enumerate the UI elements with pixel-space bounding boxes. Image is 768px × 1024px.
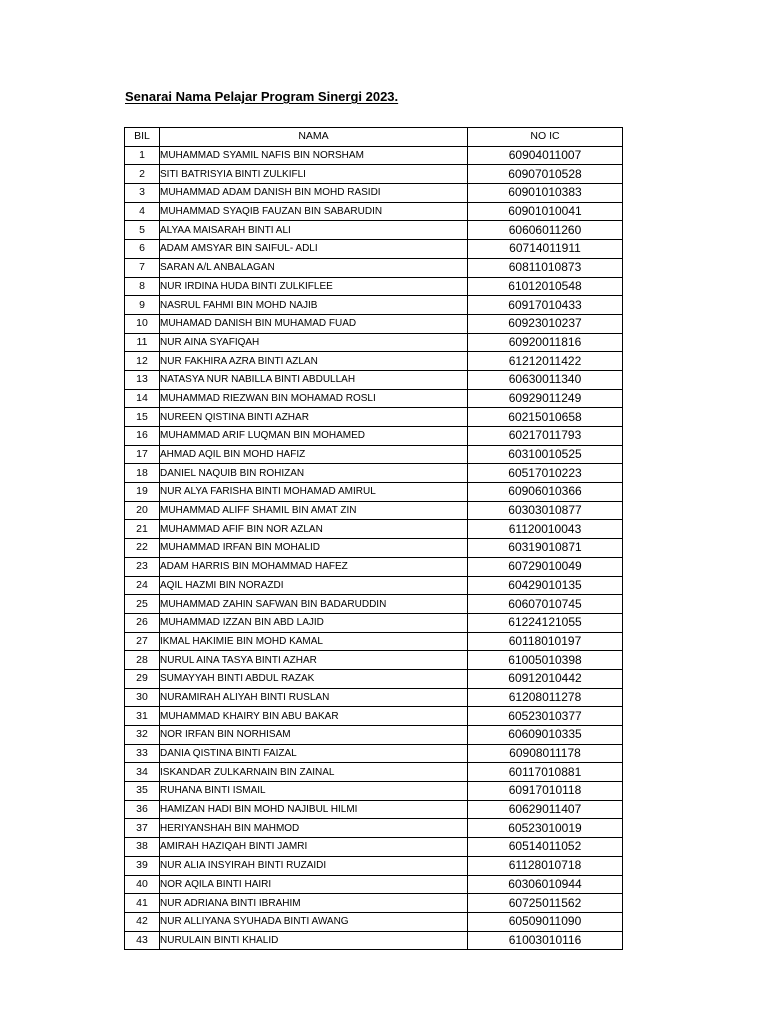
student-name: NUR ALYA FARISHA BINTI MOHAMAD AMIRUL xyxy=(160,483,468,502)
row-number: 28 xyxy=(125,651,160,670)
student-name: NURAMIRAH ALIYAH BINTI RUSLAN xyxy=(160,688,468,707)
student-name: MUHAMMAD ALIFF SHAMIL BIN AMAT ZIN xyxy=(160,501,468,520)
table-row xyxy=(125,651,623,670)
student-table xyxy=(124,127,623,950)
ic-number: 60630011340 xyxy=(468,370,623,389)
row-number: 7 xyxy=(125,258,160,277)
row-number: 10 xyxy=(125,314,160,333)
row-number: 25 xyxy=(125,595,160,614)
ic-number: 60904011007 xyxy=(468,146,623,165)
student-name: MUHAMMAD AFIF BIN NOR AZLAN xyxy=(160,520,468,539)
row-number: 39 xyxy=(125,856,160,875)
ic-number: 61208011278 xyxy=(468,688,623,707)
ic-number: 60117010881 xyxy=(468,763,623,782)
ic-number: 60215010658 xyxy=(468,408,623,427)
row-number: 41 xyxy=(125,894,160,913)
table-row xyxy=(125,352,623,371)
header-noic: NO IC xyxy=(468,128,623,147)
student-name: MUHAMMAD ADAM DANISH BIN MOHD RASIDI xyxy=(160,184,468,203)
row-number: 31 xyxy=(125,707,160,726)
student-name: MUHAMMAD RIEZWAN BIN MOHAMAD ROSLI xyxy=(160,389,468,408)
row-number: 40 xyxy=(125,875,160,894)
student-name: ISKANDAR ZULKARNAIN BIN ZAINAL xyxy=(160,763,468,782)
ic-number: 60606011260 xyxy=(468,221,623,240)
table-row xyxy=(125,782,623,801)
row-number: 43 xyxy=(125,931,160,950)
row-number: 15 xyxy=(125,408,160,427)
ic-number: 61005010398 xyxy=(468,651,623,670)
table-row xyxy=(125,856,623,875)
table-row xyxy=(125,427,623,446)
table-row xyxy=(125,221,623,240)
table-row xyxy=(125,501,623,520)
ic-number: 60629011407 xyxy=(468,800,623,819)
table-row xyxy=(125,258,623,277)
row-number: 9 xyxy=(125,296,160,315)
ic-number: 61212011422 xyxy=(468,352,623,371)
table-row xyxy=(125,445,623,464)
table-row xyxy=(125,146,623,165)
ic-number: 60908011178 xyxy=(468,744,623,763)
table-row xyxy=(125,800,623,819)
ic-number: 60319010871 xyxy=(468,539,623,558)
table-row xyxy=(125,240,623,259)
student-name: NURULAIN BINTI KHALID xyxy=(160,931,468,950)
row-number: 11 xyxy=(125,333,160,352)
student-name: MUHAMAD DANISH BIN MUHAMAD FUAD xyxy=(160,314,468,333)
table-row xyxy=(125,912,623,931)
ic-number: 60509011090 xyxy=(468,912,623,931)
student-name: MUHAMMAD IZZAN BIN ABD LAJID xyxy=(160,613,468,632)
student-name: ALYAA MAISARAH BINTI ALI xyxy=(160,221,468,240)
ic-number: 60429010135 xyxy=(468,576,623,595)
ic-number: 60923010237 xyxy=(468,314,623,333)
row-number: 26 xyxy=(125,613,160,632)
student-name: ADAM AMSYAR BIN SAIFUL- ADLI xyxy=(160,240,468,259)
student-name: MUHAMMAD KHAIRY BIN ABU BAKAR xyxy=(160,707,468,726)
table-row xyxy=(125,539,623,558)
student-name: IKMAL HAKIMIE BIN MOHD KAMAL xyxy=(160,632,468,651)
table-row xyxy=(125,688,623,707)
student-name: MUHAMMAD SYAQIB FAUZAN BIN SABARUDIN xyxy=(160,202,468,221)
ic-number: 60306010944 xyxy=(468,875,623,894)
ic-number: 60303010877 xyxy=(468,501,623,520)
row-number: 4 xyxy=(125,202,160,221)
student-name: ADAM HARRIS BIN MOHAMMAD HAFEZ xyxy=(160,557,468,576)
table-row xyxy=(125,483,623,502)
table-row xyxy=(125,613,623,632)
ic-number: 60917010118 xyxy=(468,782,623,801)
row-number: 14 xyxy=(125,389,160,408)
row-number: 38 xyxy=(125,838,160,857)
ic-number: 61003010116 xyxy=(468,931,623,950)
table-row xyxy=(125,576,623,595)
table-row xyxy=(125,763,623,782)
document-title: Senarai Nama Pelajar Program Sinergi 2023. xyxy=(125,89,399,104)
table-row xyxy=(125,296,623,315)
ic-number: 60609010335 xyxy=(468,726,623,745)
student-name: NOR AQILA BINTI HAIRI xyxy=(160,875,468,894)
row-number: 33 xyxy=(125,744,160,763)
table-row xyxy=(125,333,623,352)
ic-number: 60217011793 xyxy=(468,427,623,446)
table-row xyxy=(125,875,623,894)
table-row xyxy=(125,184,623,203)
table-row xyxy=(125,744,623,763)
table-row xyxy=(125,669,623,688)
student-name: NATASYA NUR NABILLA BINTI ABDULLAH xyxy=(160,370,468,389)
table-row xyxy=(125,931,623,950)
ic-number: 60906010366 xyxy=(468,483,623,502)
ic-number: 60907010528 xyxy=(468,165,623,184)
student-name: MUHAMMAD ARIF LUQMAN BIN MOHAMED xyxy=(160,427,468,446)
student-name: HAMIZAN HADI BIN MOHD NAJIBUL HILMI xyxy=(160,800,468,819)
ic-number: 60714011911 xyxy=(468,240,623,259)
row-number: 20 xyxy=(125,501,160,520)
table-row xyxy=(125,557,623,576)
table-row xyxy=(125,408,623,427)
student-name: AQIL HAZMI BIN NORAZDI xyxy=(160,576,468,595)
student-name: SARAN A/L ANBALAGAN xyxy=(160,258,468,277)
row-number: 21 xyxy=(125,520,160,539)
table-row xyxy=(125,632,623,651)
table-row xyxy=(125,707,623,726)
table-row xyxy=(125,838,623,857)
row-number: 1 xyxy=(125,146,160,165)
row-number: 16 xyxy=(125,427,160,446)
row-number: 18 xyxy=(125,464,160,483)
ic-number: 60310010525 xyxy=(468,445,623,464)
student-name: MUHAMMAD IRFAN BIN MOHALID xyxy=(160,539,468,558)
row-number: 29 xyxy=(125,669,160,688)
row-number: 27 xyxy=(125,632,160,651)
ic-number: 60929011249 xyxy=(468,389,623,408)
table-row xyxy=(125,595,623,614)
ic-number: 61120010043 xyxy=(468,520,623,539)
row-number: 22 xyxy=(125,539,160,558)
table-row xyxy=(125,314,623,333)
row-number: 5 xyxy=(125,221,160,240)
student-name: DANIEL NAQUIB BIN ROHIZAN xyxy=(160,464,468,483)
header-nama: NAMA xyxy=(160,128,468,147)
ic-number: 60118010197 xyxy=(468,632,623,651)
row-number: 6 xyxy=(125,240,160,259)
row-number: 12 xyxy=(125,352,160,371)
student-name: NUR ADRIANA BINTI IBRAHIM xyxy=(160,894,468,913)
row-number: 17 xyxy=(125,445,160,464)
table-body xyxy=(125,146,623,950)
student-name: NURUL AINA TASYA BINTI AZHAR xyxy=(160,651,468,670)
student-name: NUR FAKHIRA AZRA BINTI AZLAN xyxy=(160,352,468,371)
student-name: NUR AINA SYAFIQAH xyxy=(160,333,468,352)
table-row xyxy=(125,370,623,389)
table-row xyxy=(125,464,623,483)
row-number: 42 xyxy=(125,912,160,931)
ic-number: 60920011816 xyxy=(468,333,623,352)
ic-number: 60725011562 xyxy=(468,894,623,913)
student-name: NOR IRFAN BIN NORHISAM xyxy=(160,726,468,745)
student-name: MUHAMMAD SYAMIL NAFIS BIN NORSHAM xyxy=(160,146,468,165)
student-name: MUHAMMAD ZAHIN SAFWAN BIN BADARUDDIN xyxy=(160,595,468,614)
student-name: RUHANA BINTI ISMAIL xyxy=(160,782,468,801)
table-row xyxy=(125,165,623,184)
ic-number: 60517010223 xyxy=(468,464,623,483)
row-number: 23 xyxy=(125,557,160,576)
row-number: 13 xyxy=(125,370,160,389)
row-number: 35 xyxy=(125,782,160,801)
row-number: 8 xyxy=(125,277,160,296)
row-number: 30 xyxy=(125,688,160,707)
header-bil: BIL xyxy=(125,128,160,147)
table-row xyxy=(125,277,623,296)
row-number: 34 xyxy=(125,763,160,782)
ic-number: 60729010049 xyxy=(468,557,623,576)
table-row xyxy=(125,520,623,539)
table-row xyxy=(125,202,623,221)
row-number: 3 xyxy=(125,184,160,203)
row-number: 36 xyxy=(125,800,160,819)
ic-number: 60523010377 xyxy=(468,707,623,726)
row-number: 24 xyxy=(125,576,160,595)
ic-number: 61128010718 xyxy=(468,856,623,875)
student-name: NUR ALLIYANA SYUHADA BINTI AWANG xyxy=(160,912,468,931)
table-row xyxy=(125,726,623,745)
ic-number: 60901010041 xyxy=(468,202,623,221)
table-row xyxy=(125,819,623,838)
row-number: 37 xyxy=(125,819,160,838)
table-row xyxy=(125,389,623,408)
table-row xyxy=(125,894,623,913)
ic-number: 60607010745 xyxy=(468,595,623,614)
student-name: NUR IRDINA HUDA BINTI ZULKIFLEE xyxy=(160,277,468,296)
ic-number: 61012010548 xyxy=(468,277,623,296)
ic-number: 60901010383 xyxy=(468,184,623,203)
student-name: NUR ALIA INSYIRAH BINTI RUZAIDI xyxy=(160,856,468,875)
student-name: NUREEN QISTINA BINTI AZHAR xyxy=(160,408,468,427)
student-name: SUMAYYAH BINTI ABDUL RAZAK xyxy=(160,669,468,688)
row-number: 2 xyxy=(125,165,160,184)
student-name: HERIYANSHAH BIN MAHMOD xyxy=(160,819,468,838)
student-name: SITI BATRISYIA BINTI ZULKIFLI xyxy=(160,165,468,184)
ic-number: 60917010433 xyxy=(468,296,623,315)
table-header-row xyxy=(125,128,623,147)
student-name: DANIA QISTINA BINTI FAIZAL xyxy=(160,744,468,763)
ic-number: 60912010442 xyxy=(468,669,623,688)
ic-number: 60523010019 xyxy=(468,819,623,838)
ic-number: 60514011052 xyxy=(468,838,623,857)
student-name: NASRUL FAHMI BIN MOHD NAJIB xyxy=(160,296,468,315)
row-number: 32 xyxy=(125,726,160,745)
row-number: 19 xyxy=(125,483,160,502)
ic-number: 61224121055 xyxy=(468,613,623,632)
student-name: AHMAD AQIL BIN MOHD HAFIZ xyxy=(160,445,468,464)
ic-number: 60811010873 xyxy=(468,258,623,277)
student-name: AMIRAH HAZIQAH BINTI JAMRI xyxy=(160,838,468,857)
